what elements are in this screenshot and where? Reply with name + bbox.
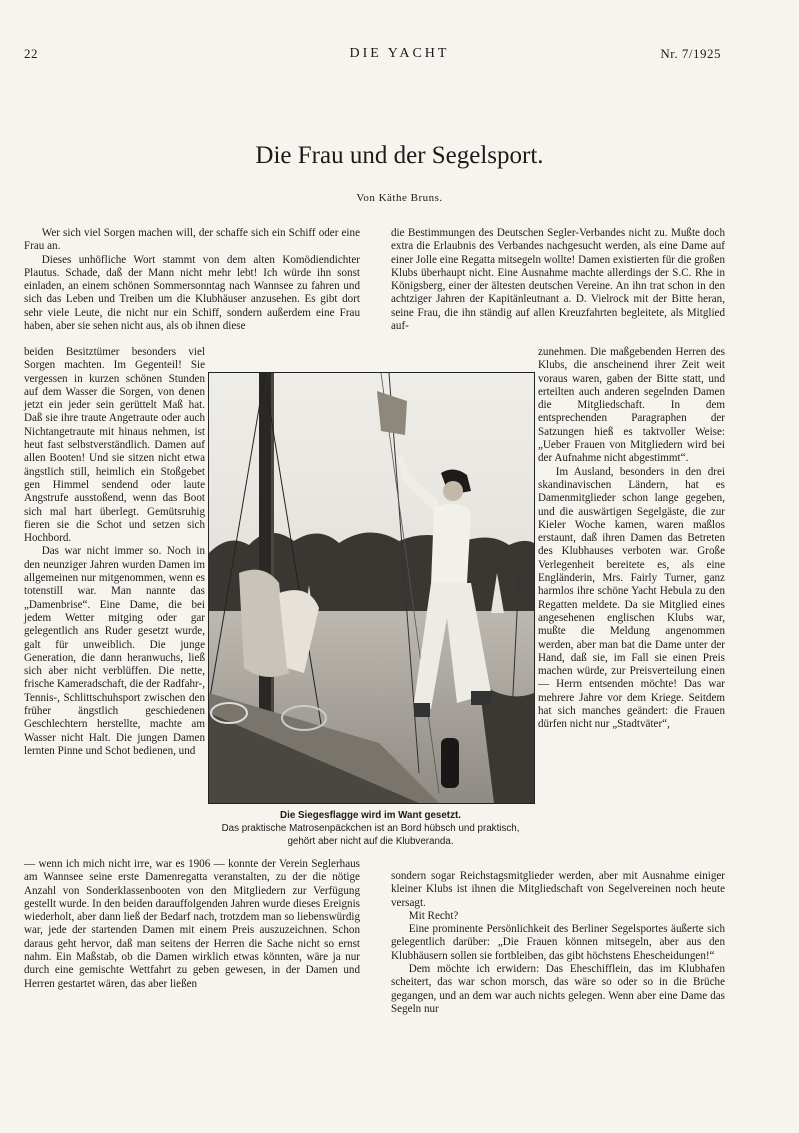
paragraph: beiden Besitztümer besonders viel Sorgen machten. Im Gegenteil! Sie vergessen in kurzen schönen Stunden auf dem Wasser die Sorgen, von denen jetzt ein jeder sein gerüttelt Maß hat. Daß sie ihre traute Angetraute oder auch Nichtangetraute mit hinaus nehmen, ist heut fast selbstverständlich. Damen auf allen Booten! Und sie sitzen nicht etwa ängstlich still, heimlich ein Stoßgebet gen Himmel sendend oder laute Angstrufe ausstoßend, wenn das Boot sich mal hart überlegt. Gemütsruhig fieren sie die Schot und setzen sich Hochbord. [24, 346, 205, 545]
paragraph: sondern sogar Reichstagsmitglieder werden, aber mit Ausnahme einiger kleiner Klubs ist ihnen die Mitgliedschaft von Segelvereinen noch heute versagt. [391, 870, 725, 909]
paragraph: zunehmen. Die maßgebenden Herren des Klubs, die anscheinend ihrer Zeit weit voraus waren, gaben der Bitte statt, und erteilten auch anderen segelnden Damen die Mitgliedschaft. In dem entsprechenden Paragraphen der Satzungen hieß es taktvoller Weise: „Ueber Frauen von Mitgliedern wird bei der Aufnahme nicht abgestimmt“. [538, 346, 725, 465]
paragraph: Dieses unhöfliche Wort stammt von dem alten Komödiendichter Plautus. Schade, daß der Mann nicht mehr lebt! Ich würde ihn sonst einladen, an einem schönen Sommersonntag nach Wannsee zu fahren und sich das Leben und Treiben um die Klubhäuser anzusehen. Es gibt dort sehr viele Leute, die nicht nur ein Schiff, sondern außerdem eine Frau haben, aber sie sehen nicht aus, als ob ihnen diese [24, 253, 360, 333]
right-column-top [391, 227, 725, 333]
left-column-top [24, 227, 360, 333]
caption-title: Die Siegesflagge wird im Want gesetzt. [280, 810, 461, 821]
article-title: Die Frau und der Segelsport. [255, 142, 544, 169]
right-column-bottom [391, 870, 725, 1016]
article-byline: Von Käthe Bruns. [356, 192, 443, 204]
sailing-photo [208, 372, 535, 804]
paragraph: — wenn ich mich nicht irre, war es 1906 — konnte der Verein Seglerhaus am Wannsee seine erste Damenregatta veranstalten, zu der die nötige Anzahl von Sonderklassenbooten von den Mitgliedern zur Verfügung gestellt wurde. In den beiden darauffolgenden Jahren wurde dieses Ereignis wiederholt, aber dann ließ der Bedarf nach, trotzdem man so liebenswürdig war, jede der startenden Damen mit einem Preis auszuzeichnen. Schon daraus geht hervor, daß man seitens der Herren die Sache nicht so ernst nahm. Ein Maßstab, ob die Damen wirklich etwas könnten, wäre ja nur durch eine gemischte Wettfahrt zu geben gewesen, in der Damen und Herren gestartet wären, das aber ließen [24, 858, 360, 990]
paragraph: Mit Recht? [408, 909, 459, 922]
paragraph: Eine prominente Persönlichkeit des Berliner Segelsportes äußerte sich gelegentlich darüber: „Die Frauen können mitsegeln, aber aus den Klubhäusern sollen sie fortbleiben, das gibt höchstens Ehescheidungen!“ [391, 923, 725, 962]
paragraph: Im Ausland, besonders in den drei skandinavischen Ländern, hat es Damenmitglieder schon lange gegeben, und die auswärtigen Segelgäste, die zur Kieler Woche kamen, waren maßlos erstaunt, daß ihren Damen das Betreten des Klubhauses verboten war. Große Verlegenheit bereitete es, als eine Engländerin, Mrs. Fairly Turner, ganz harmlos ihre schöne Yacht Hebula zu den Regatten meldete. Da sie Mitglied eines angesehenen englischen Klubs war, mußte die Meldung angenommen werden, aber man bat die Dame unter der Hand, daß sie, im Fall sie einen Preis machen würde, zur Preisverteilung einen — Herrn entsenden möchte! Das war mehrere Jahre vor dem Kriege. Seitdem hat sich manches geändert: die Frauen dürfen nicht nur „Stadtväter“, [538, 465, 725, 731]
paragraph: Das war nicht immer so. Noch in den neunziger Jahren wurden Damen im allgemeinen nur mitgenommen, wenn es totenstill war. Man nannte das „Damenbrise“. Eine Dame, die bei jedem Wetter mitging oder gar gelegentlich ans Ruder gesetzt wurde, galt für unweiblich. Die junge Generation, die dann heranwuchs, ließ sich aber nicht verblüffen. Die nette, frische Kameradschaft, die der Radfahr-, Tennis-, Schlittschuhsport zwischen den früher ängstlich geschiedenen Geschlechtern herstellte, machte am Wasser nicht Halt. Die jungen Damen lernten Pinne und Schot bedienen, und [24, 545, 205, 757]
page-number: 22 [24, 46, 38, 61]
caption-text: Das praktische Matrosenpäckchen ist an Bord hübsch und praktisch, gehört aber nicht auf die Klubveranda. [221, 823, 520, 847]
paragraph: Wer sich viel Sorgen machen will, der schaffe sich ein Schiff oder eine Frau an. [24, 227, 360, 253]
left-column-bottom [24, 858, 360, 991]
paragraph: Dem möchte ich erwidern: Das Eheschifflein, das im Klubhafen scheitert, das war schon morsch, das wäre so oder so in die Brüche gegangen, und an dem war auch nichts gelegen. Wenn aber eine Dame das Segeln nur [391, 963, 725, 1015]
magazine-title: DIE YACHT [349, 46, 450, 61]
photo-caption [208, 809, 533, 848]
paragraph: die Bestimmungen des Deutschen Segler-Verbandes nicht zu. Mußte doch extra die Erlaubnis des Verbandes nachgesucht werden, als eine Dame auf einer Jolle eine Regatta mitsegeln wollte! Damen existierten für die großen Klubs überhaupt nicht. Eine Ausnahme machte allerdings der S.C. Rhe in Königsberg, einer der ältesten deutschen Vereine. An ihn trat schon in den achtziger Jahren der Kapitänleutnant a. D. Vielrock mit der Bitte heran, seine Frau, die ihn ständig auf allen Kreuzfahrten begleitete, als Mitglied auf- [391, 227, 725, 333]
issue-number: Nr. 7/1925 [660, 46, 721, 61]
left-column-wrap [24, 346, 205, 758]
right-column-wrap [538, 346, 725, 732]
